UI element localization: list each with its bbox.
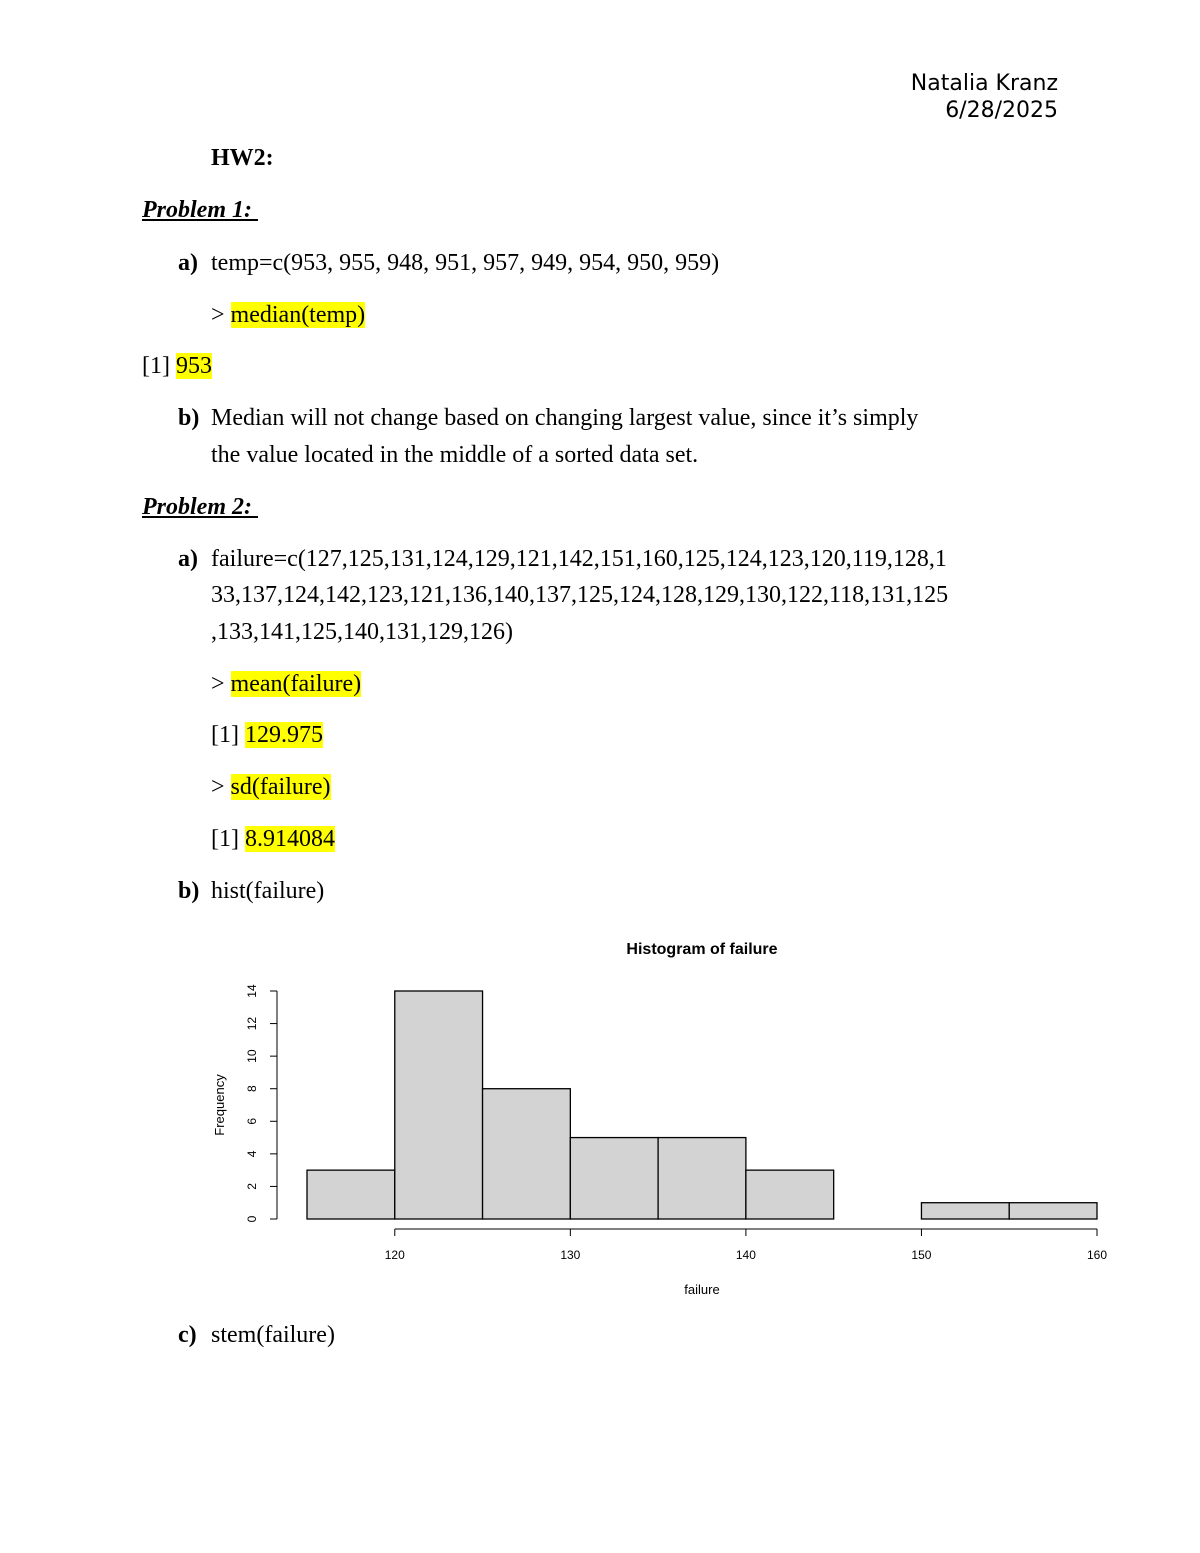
histogram-bar — [921, 1203, 1009, 1219]
histogram-bar — [658, 1138, 746, 1219]
problem-2b-label: b) — [178, 878, 200, 904]
document-header — [911, 70, 1058, 124]
sd-command: sd(failure) — [230, 774, 331, 800]
problem-1-heading: Problem 1: — [142, 197, 258, 223]
histogram-bar — [307, 1170, 395, 1219]
y-tick-label: 0 — [245, 1215, 259, 1223]
x-tick-label: 150 — [911, 1248, 932, 1262]
x-tick-label: 160 — [1086, 1248, 1108, 1262]
problem-2c-code: stem(failure) — [211, 1322, 335, 1348]
document-date: 6/28/2025 — [945, 98, 1058, 123]
problem-1b-line-2: the value located in the middle of a sorted data set. — [211, 442, 699, 468]
author-name: Natalia Kranz — [910, 71, 1058, 96]
histogram-bar — [395, 991, 483, 1219]
x-tick-label: 140 — [735, 1248, 756, 1262]
sd-output-line — [211, 826, 335, 853]
output-prefix: [1] — [211, 826, 239, 852]
y-tick-label: 8 — [245, 1085, 259, 1093]
histogram-svg — [190, 930, 1130, 1310]
prompt: > — [211, 671, 225, 697]
chart-title: Histogram of failure — [626, 941, 778, 958]
y-axis-label: Frequency — [212, 1074, 227, 1136]
y-tick-label: 14 — [245, 984, 259, 998]
histogram-chart — [190, 930, 1130, 1310]
y-tick-label: 10 — [245, 1049, 259, 1063]
homework-title: HW2: — [211, 145, 274, 171]
mean-command: mean(failure) — [230, 671, 362, 697]
problem-1-output — [142, 353, 212, 380]
output-prefix: [1] — [142, 353, 170, 379]
problem-1a-code: temp=c(953, 955, 948, 951, 957, 949, 954, 950, 959) — [211, 250, 720, 276]
sd-command-line — [211, 774, 331, 801]
sd-result: 8.914084 — [244, 826, 335, 852]
histogram-bar — [746, 1170, 834, 1219]
y-tick-label: 4 — [245, 1150, 259, 1158]
y-tick-label: 2 — [245, 1183, 259, 1190]
histogram-bar — [1009, 1203, 1097, 1219]
problem-1a-label: a) — [178, 250, 198, 276]
problem-2-heading: Problem 2: — [142, 494, 258, 520]
problem-2b-code: hist(failure) — [211, 878, 325, 904]
x-tick-label: 130 — [560, 1248, 581, 1262]
prompt: > — [211, 302, 225, 328]
problem-2a-line-2: 33,137,124,142,123,121,136,140,137,125,124,128,129,130,122,118,131,125 — [211, 582, 949, 608]
problem-1b-line-1: Median will not change based on changing largest value, since it’s simply — [211, 405, 919, 431]
output-prefix: [1] — [211, 722, 239, 748]
mean-result: 129.975 — [244, 722, 323, 748]
prompt: > — [211, 774, 225, 800]
y-tick-label: 12 — [245, 1016, 259, 1031]
problem-1-command — [211, 302, 365, 329]
mean-command-line — [211, 671, 361, 698]
problem-2a-line-3: ,133,141,125,140,131,129,126) — [211, 619, 513, 645]
problem-2a-label: a) — [178, 546, 198, 572]
problem-2a-line-1: failure=c(127,125,131,124,129,121,142,151,160,125,124,123,120,119,128,1 — [211, 546, 947, 572]
histogram-bar — [570, 1138, 658, 1219]
median-command: median(temp) — [230, 302, 366, 328]
problem-1b-label: b) — [178, 405, 200, 431]
median-result: 953 — [175, 353, 212, 379]
x-axis-label: failure — [684, 1282, 720, 1297]
x-tick-label: 120 — [384, 1248, 405, 1262]
y-tick-label: 6 — [245, 1117, 259, 1125]
problem-2c-label: c) — [178, 1322, 197, 1348]
histogram-bar — [483, 1089, 571, 1219]
mean-output-line — [211, 722, 323, 749]
